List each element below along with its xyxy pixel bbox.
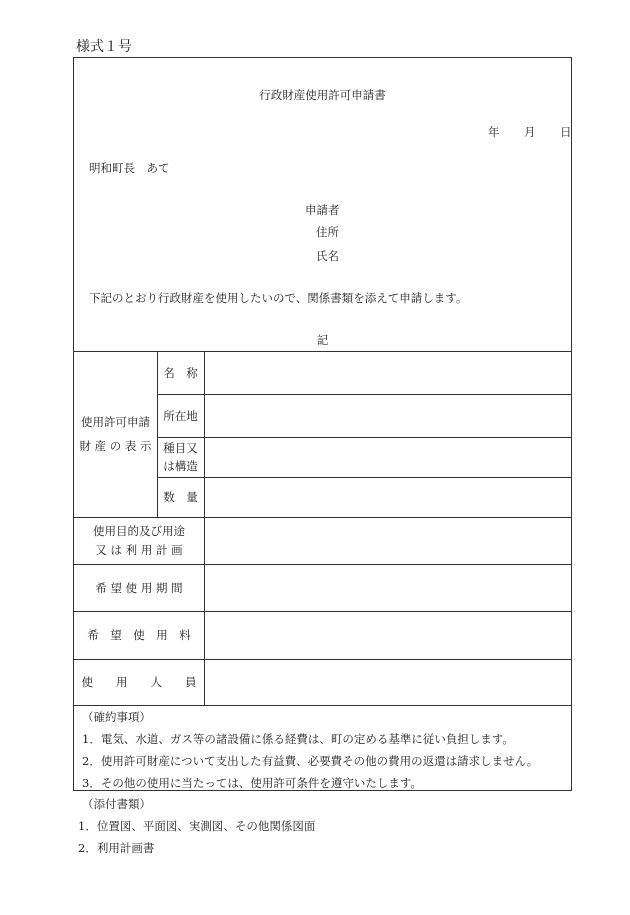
form-number: 様式１号	[76, 39, 132, 55]
date-year-label: 年	[488, 125, 500, 139]
confirmation-item: 2．使用許可財産について支出した有益費、必要費その他の費用の返還は請求しません。	[82, 754, 539, 768]
property-quantity-label: 数 量	[163, 490, 198, 504]
usage-purpose-field[interactable]	[205, 518, 571, 564]
name-label: 氏名	[316, 249, 339, 263]
usage-fee-label: 希 望 使 用 料	[87, 628, 191, 642]
form-title: 行政財産使用許可申請書	[259, 88, 386, 102]
confirmation-item: 1．電気、水道、ガス等の諸設備に係る経費は、町の定める基準に従い負担します。	[82, 732, 514, 746]
table-bottom-border	[74, 705, 571, 706]
attachment-item: 2．利用計画書	[78, 841, 155, 855]
usage-period-label: 希 望 使 用 期 間	[95, 580, 183, 595]
property-type-label-line2: は構造	[163, 459, 198, 473]
addressee: 明和町長 あて	[89, 161, 170, 175]
attachments-heading: （添付書類）	[82, 797, 151, 811]
attachment-item: 1．位置図、平面図、実測図、その他関係図面	[78, 819, 316, 833]
usage-fee-field[interactable]	[205, 612, 571, 659]
applicant-label: 申請者	[305, 203, 340, 217]
property-group-label	[74, 351, 157, 517]
property-group-label-line2: 財 産 の 表 示	[79, 439, 152, 453]
confirmation-heading: （確約事項）	[82, 710, 151, 724]
property-name-field[interactable]	[205, 352, 571, 394]
confirmation-item: 3．その他の使用に当たっては、使用許可条件を遵守いたします。	[82, 776, 422, 790]
usage-period-field[interactable]	[205, 565, 571, 611]
application-form	[73, 57, 572, 791]
ki-label: 記	[316, 333, 329, 347]
application-statement: 下記のとおり行政財産を使用したいので、関係書類を添えて申請します。	[89, 291, 468, 305]
date-day-label: 日	[560, 125, 572, 139]
usage-purpose-label-line2: 又 は 利 用 計 画	[95, 542, 183, 557]
property-quantity-field[interactable]	[205, 478, 571, 517]
usage-purpose-label-line1: 使用目的及び用途	[93, 523, 185, 538]
property-type-label	[157, 437, 204, 477]
property-name-label: 名 称	[163, 365, 198, 380]
property-group-label-line1: 使用許可申請	[81, 415, 150, 429]
property-type-field[interactable]	[205, 438, 571, 477]
property-location-field[interactable]	[205, 395, 571, 437]
date-month-label: 月	[524, 125, 536, 139]
usage-purpose-label	[74, 517, 204, 564]
property-type-label-line1: 種目又	[163, 441, 198, 455]
personnel-label: 使 用 人 員	[81, 675, 197, 689]
address-label: 住所	[316, 225, 339, 239]
personnel-field[interactable]	[205, 660, 571, 705]
property-location-label: 所在地	[163, 408, 198, 423]
